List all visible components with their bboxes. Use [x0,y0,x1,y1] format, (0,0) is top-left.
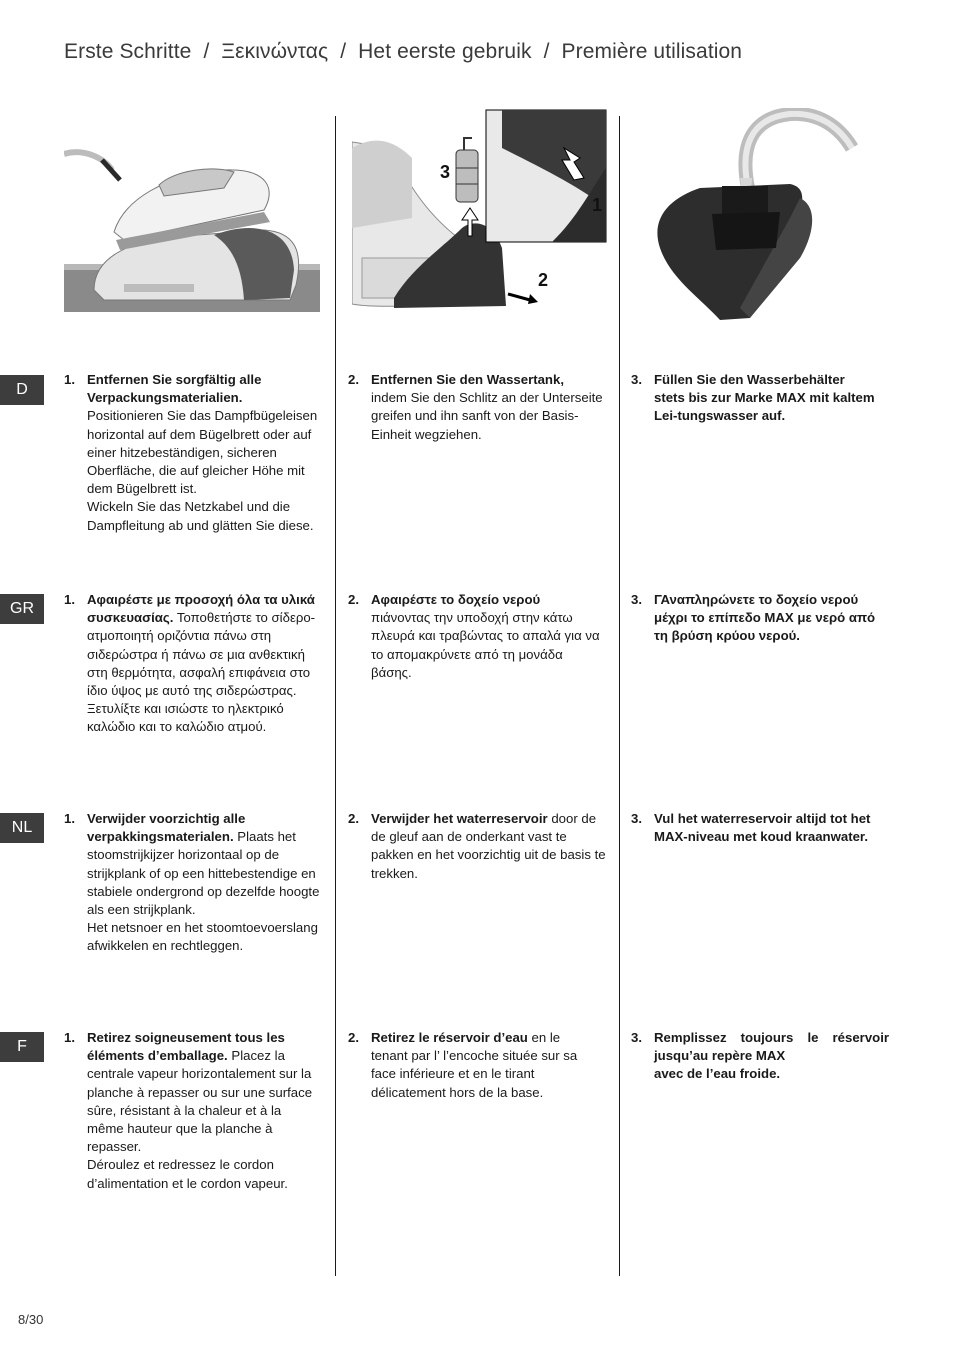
step-number: 1. [64,592,75,607]
step-text: Τοποθετήστε το σίδερο-ατμοποιητή οριζόντια πάνω στη σιδερώστρα ή πάνω σε μια ανθεκτική στη θερμότητα, ασφαλή επιφάνεια στο ίδιο ύψος με αυτό της σιδερώστρας. [87,610,316,699]
callout-1: 1 [592,195,603,215]
header-separator: / [203,40,210,63]
figure-iron-on-base [64,140,320,312]
step-heading: Retirez soigneusement tous les éléments d’emballage. [87,1030,285,1064]
step-text: indem Sie den Schlitz an der Unterseite greifen und ihn sanft von der Basis-Einheit wegziehen. [371,390,603,442]
column-divider [619,116,620,1276]
step-heading: ΓΑναπληρώνετε το δοχείο νερού μέχρι το επίπεδο MAX με νερό από τη βρύση κρύου νερού. [654,592,876,644]
step-number: 1. [64,1030,75,1045]
step-number: 1. [64,811,75,826]
step-heading: Vul het waterreservoir altijd tot het MAX-niveau met koud kraanwater. [654,811,871,845]
step-1-fr [64,1029,320,1193]
step-heading: Entfernen Sie sorgfältig alle Verpackungsmaterialien. [87,372,262,406]
step-1-gr [64,591,320,737]
step-number: 3. [631,592,642,607]
callout-3: 3 [440,162,451,182]
language-tab-gr: GR [0,594,44,624]
step-text: Plaats het stoomstrijkijzer horizontaal op de strijkplank of op een hittebestendige en stabiele ondergrond op dezelfde hoogte als een strijkplank. [87,829,320,918]
header-title-de: Erste Schritte [64,40,192,63]
step-1-de [64,371,320,535]
step-1-nl [64,810,320,956]
figure-fill-reservoir [640,108,860,324]
step-3-gr [631,591,889,646]
step-text: Placez la centrale vapeur horizontalement sur la planche à repasser ou sur une surface sûre, résistant à la chaleur et à la même hauteur que la planche à repasser. [87,1048,313,1155]
step-number: 1. [64,372,75,387]
page-number: 8/30 [18,1312,44,1327]
step-text: πιάνοντας την υποδοχή στην κάτω πλευρά και τραβώντας το απαλά για να το απομακρύνετε από τη μονάδα βάσης. [371,610,600,680]
step-heading-2: avec de l’eau froide. [654,1066,781,1082]
step-heading: Füllen Sie den Wasserbehälter stets bis zur Marke MAX mit kaltem Lei-tungswasser auf. [654,372,875,424]
step-number: 3. [631,1030,642,1045]
step-text-2: Ξετυλίξτε και ισιώστε το ηλεκτρικό καλώδιο και το καλώδιο ατμού. [87,701,284,735]
step-text: door de de gleuf aan de onderkant vast te pakken en het voorzichtig uit de basis te trekken. [371,811,606,881]
header-title-nl: Het eerste gebruik [358,40,532,63]
step-number: 3. [631,372,642,387]
header-title-fr: Première utilisation [561,40,743,63]
step-text: Positionieren Sie das Dampfbügeleisen horizontal auf dem Bügelbrett oder auf einer hitzebeständigen, sicheren Oberfläche, die auf gleicher Höhe mit dem Bügelbrett ist. [87,408,318,497]
language-tab-de: D [0,375,44,405]
step-2-fr [348,1029,606,1102]
step-heading: Remplissez toujours le réservoir jusqu’au repère MAX [654,1030,889,1064]
step-number: 2. [348,372,359,387]
step-3-de [631,371,889,426]
step-2-nl [348,810,606,883]
step-text-2: Déroulez et redressez le cordon d’alimentation et le cordon vapeur. [87,1157,288,1191]
step-heading: Verwijder het waterreservoir [371,811,548,826]
header-separator: / [543,40,550,63]
step-text: en le tenant par l’ l’encoche située sur sa face inférieure et en le tirant délicatement hors de la base. [371,1030,578,1100]
step-3-nl [631,810,889,846]
step-text-2: Wickeln Sie das Netzkabel und die Dampfleitung ab und glätten Sie diese. [87,499,314,533]
step-heading: Αφαιρέστε το δοχείο νερού [371,592,541,607]
step-number: 3. [631,811,642,826]
step-heading: Verwijder voorzichtig alle verpakkingsmaterialen. [87,811,246,845]
step-number: 2. [348,811,359,826]
step-heading: Entfernen Sie den Wassertank, [371,372,564,387]
language-tab-fr: F [0,1032,44,1062]
header-separator: / [340,40,347,63]
figure-remove-water-tank [352,108,608,314]
header-title-gr: Ξεκινώντας [221,40,329,63]
step-2-de [348,371,606,444]
step-heading: Retirez le réservoir d’eau [371,1030,528,1045]
step-text-2: Het netsnoer en het stoomtoevoerslang afwikkelen en rechtleggen. [87,920,318,954]
step-heading: Αφαιρέστε με προσοχή όλα τα υλικά συσκευασίας. [87,592,315,626]
step-number: 2. [348,592,359,607]
page-header [64,40,742,64]
column-divider [335,116,336,1276]
step-number: 2. [348,1030,359,1045]
step-3-fr [631,1029,889,1084]
callout-2: 2 [538,270,549,290]
step-2-gr [348,591,606,682]
language-tab-nl: NL [0,813,44,843]
